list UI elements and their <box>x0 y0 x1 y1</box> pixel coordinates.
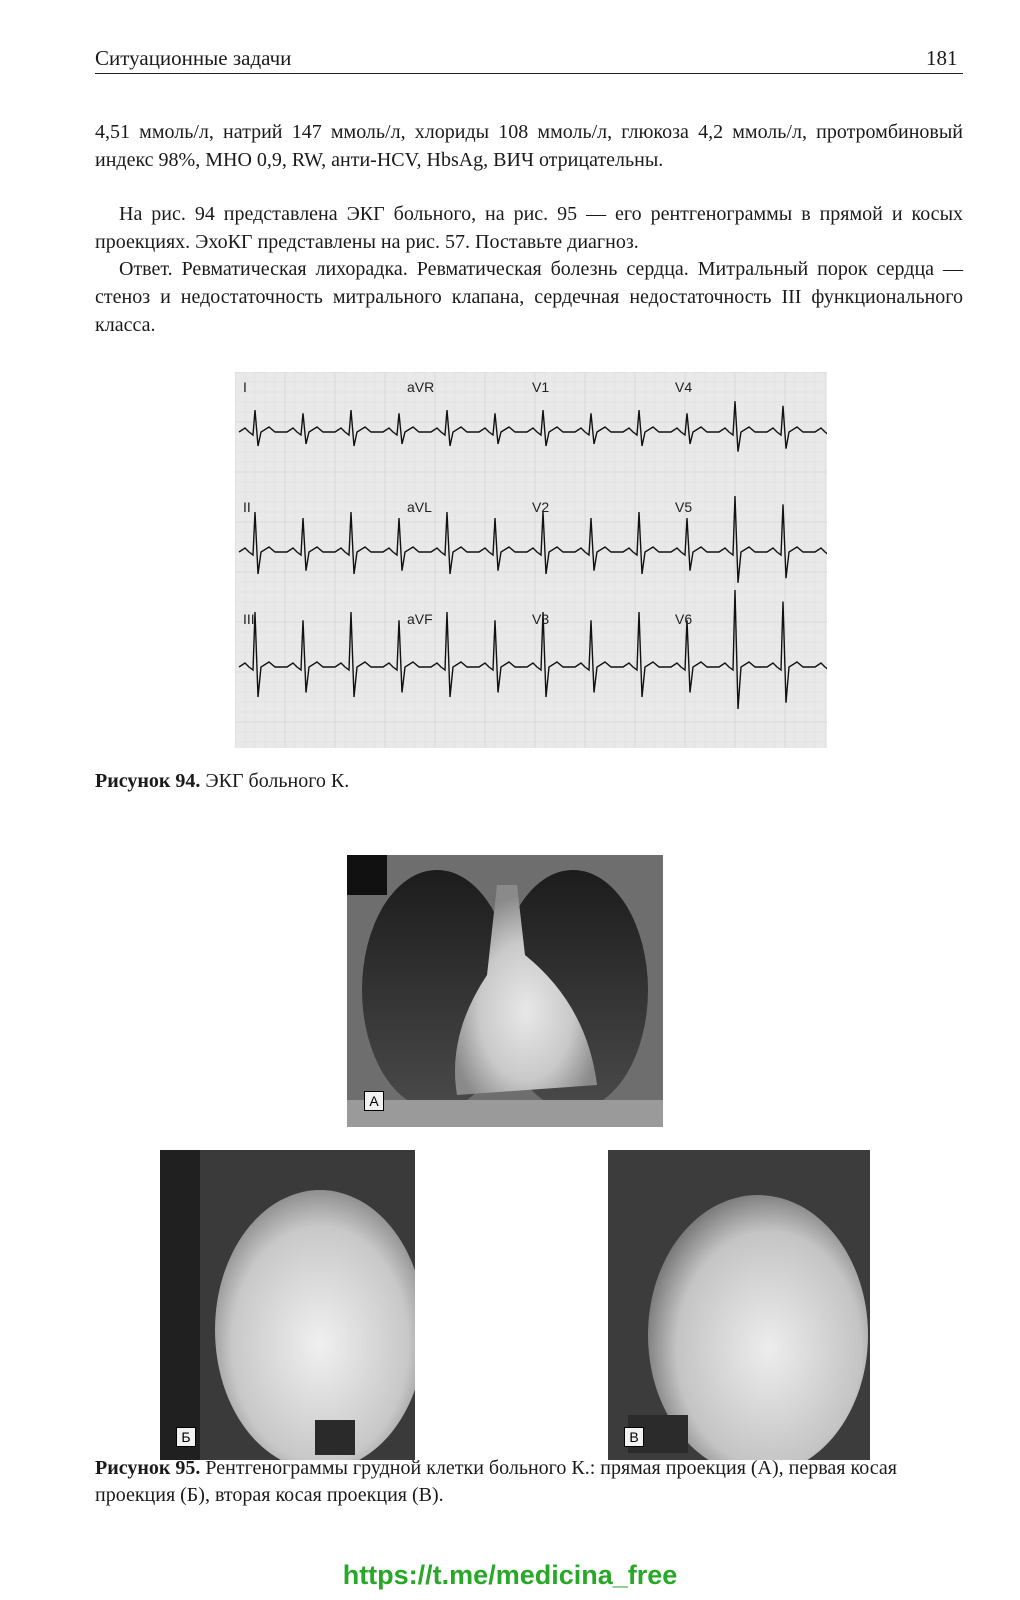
xray-second-oblique-drawing <box>608 1150 870 1460</box>
figure-94-caption <box>95 768 349 795</box>
lead-label-v2: V2 <box>532 499 550 515</box>
paragraph-task: На рис. 94 представлена ЭКГ больного, на рис. 95 — его рентгенограммы в прямой и косых проекциях. ЭхоКГ представлены на рис. 57. Поставьте диагноз. <box>95 203 963 253</box>
telegram-link[interactable]: https://t.me/medicina_free <box>342 1560 678 1590</box>
ecg-trace-row-1 <box>239 401 827 451</box>
ecg-figure <box>235 372 827 748</box>
lead-label-avf: aVF <box>407 611 433 627</box>
running-title: Ситуационные задачи <box>95 46 292 70</box>
ecg-trace-row-3 <box>239 590 827 709</box>
lead-label-v4: V4 <box>675 379 693 395</box>
lead-label-v6: V6 <box>675 611 693 627</box>
xray-frontal-drawing <box>347 855 663 1127</box>
figure-94-label: Рисунок 94. <box>95 770 201 792</box>
page-number: 181 <box>926 46 958 70</box>
xray-first-oblique-drawing <box>160 1150 415 1460</box>
paragraph-lab-results: 4,51 ммоль/л, натрий 147 ммоль/л, хлориды 108 ммоль/л, глюкоза 4,2 ммоль/л, протромбиновый индекс 98%, МНО 0,9, RW, анти-HCV, HbsAg, ВИЧ отрицательны. <box>95 121 963 171</box>
xray-frontal-image <box>347 855 663 1127</box>
lead-label-avl: aVL <box>407 499 432 515</box>
figure-95-text: Рентгенограммы грудной клетки больного К.: прямая проекция (А), первая косая проекция (Б), вторая косая проекция (В). <box>95 1457 897 1506</box>
lead-label-v3: V3 <box>532 611 550 627</box>
xray-label-b: Б <box>176 1427 196 1447</box>
ecg-tracing <box>235 372 827 748</box>
xray-first-oblique-image <box>160 1150 415 1460</box>
lead-label-i: I <box>243 379 247 395</box>
lead-label-v1: V1 <box>532 379 550 395</box>
figure-95-label: Рисунок 95. <box>95 1457 201 1479</box>
xray-second-oblique-image <box>608 1150 870 1460</box>
lead-label-ii: II <box>243 499 251 515</box>
xray-label-c: В <box>624 1427 644 1447</box>
header-rule <box>95 73 963 74</box>
lead-label-v5: V5 <box>675 499 693 515</box>
lead-label-avr: aVR <box>407 379 435 395</box>
xray-label-a: А <box>364 1091 384 1111</box>
lead-label-iii: III <box>243 611 255 627</box>
figure-94-text: ЭКГ больного К. <box>200 770 350 792</box>
figure-95-caption <box>95 1455 963 1509</box>
paragraph-answer: Ответ. Ревматическая лихорадка. Ревматическая болезнь сердца. Митральный порок сердца — стеноз и недостаточность митрального клапана, сердечная недостаточность III функционального класса. <box>95 258 963 336</box>
